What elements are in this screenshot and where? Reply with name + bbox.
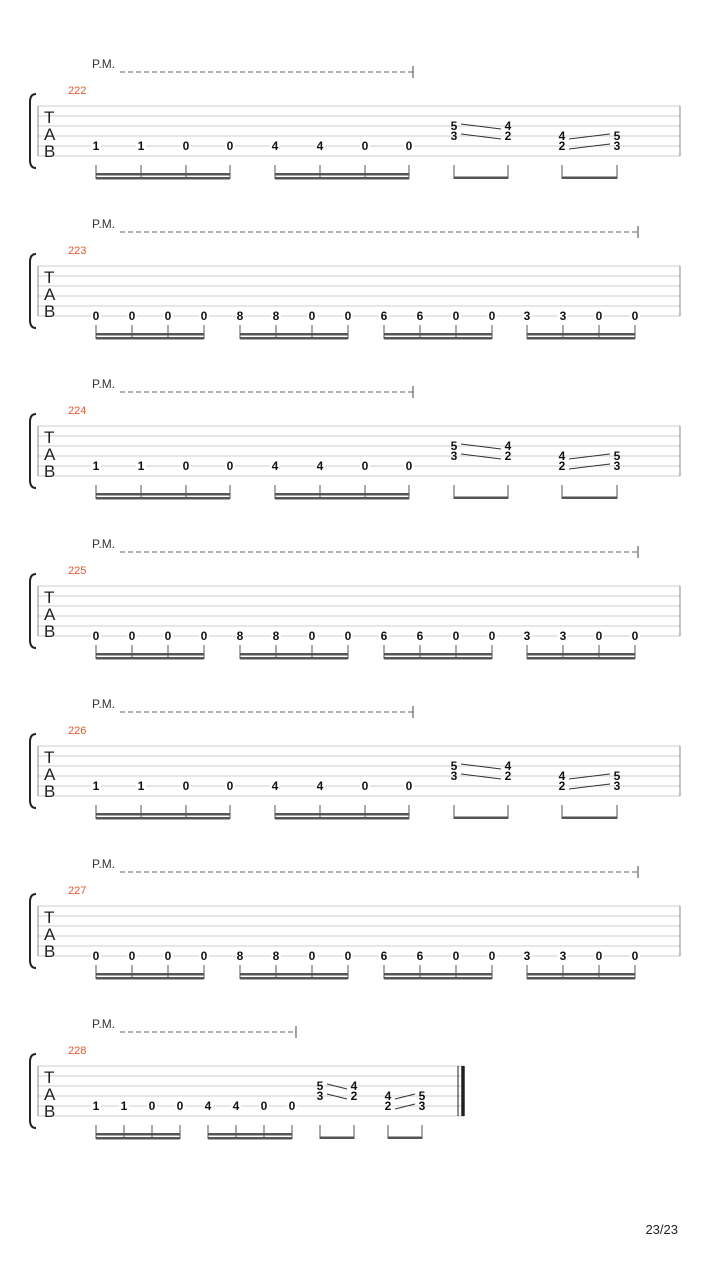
fret-number: 1 xyxy=(92,779,100,793)
tab-clef-letter: T xyxy=(44,268,55,287)
measure-number: 226 xyxy=(68,725,87,737)
tab-clef-letter: A xyxy=(44,605,56,624)
fret-number: 3 xyxy=(523,629,531,643)
fret-number: 5 xyxy=(613,129,621,143)
beam-secondary xyxy=(384,977,492,980)
beam-secondary xyxy=(240,337,348,340)
fret-number: 4 xyxy=(558,129,566,143)
palm-mute-label: P.M. xyxy=(92,377,116,391)
fret-number: 1 xyxy=(92,139,100,153)
fret-number: 3 xyxy=(450,769,458,783)
fret-number: 4 xyxy=(232,1099,240,1113)
beam-primary xyxy=(96,333,204,336)
measure-number: 223 xyxy=(68,245,87,257)
fret-number: 4 xyxy=(558,449,566,463)
tab-clef-letter: A xyxy=(44,925,56,944)
beam-primary xyxy=(384,653,492,656)
fret-number: 0 xyxy=(164,309,172,323)
tab-clef-letter: A xyxy=(44,285,56,304)
fret-number: 0 xyxy=(226,779,234,793)
fret-number: 3 xyxy=(613,459,621,473)
tab-clef-letter: T xyxy=(44,908,55,927)
fret-number: 4 xyxy=(204,1099,212,1113)
fret-number: 1 xyxy=(137,779,145,793)
fret-number: 0 xyxy=(308,949,316,963)
tab-clef-letter: T xyxy=(44,588,55,607)
palm-mute-label: P.M. xyxy=(92,697,116,711)
fret-number: 0 xyxy=(405,459,413,473)
beam-primary xyxy=(384,973,492,976)
fret-number: 5 xyxy=(613,449,621,463)
beam-secondary xyxy=(240,977,348,980)
fret-number: 0 xyxy=(631,949,639,963)
fret-number: 8 xyxy=(236,309,244,323)
beam-secondary xyxy=(240,657,348,660)
beam-secondary xyxy=(275,817,409,820)
fret-number: 0 xyxy=(361,779,369,793)
tab-clef-letter: T xyxy=(44,108,55,127)
palm-mute-label: P.M. xyxy=(92,217,116,231)
beam-secondary xyxy=(384,337,492,340)
beam-primary xyxy=(454,177,508,180)
measure-number: 227 xyxy=(68,885,87,897)
fret-number: 5 xyxy=(418,1089,426,1103)
fret-number: 0 xyxy=(631,309,639,323)
fret-number: 2 xyxy=(504,129,512,143)
fret-number: 3 xyxy=(316,1089,324,1103)
fret-number: 2 xyxy=(504,449,512,463)
fret-number: 1 xyxy=(92,1099,100,1113)
tab-clef-letter: B xyxy=(44,942,56,961)
palm-mute-label: P.M. xyxy=(92,1017,116,1031)
fret-number: 8 xyxy=(236,629,244,643)
tab-clef-letter: B xyxy=(44,302,56,321)
fret-number: 0 xyxy=(308,629,316,643)
fret-number: 0 xyxy=(405,779,413,793)
beam-primary xyxy=(96,973,204,976)
fret-number: 0 xyxy=(344,629,352,643)
beam-secondary xyxy=(96,497,230,500)
fret-number: 3 xyxy=(613,139,621,153)
beam-primary xyxy=(240,333,348,336)
tab-clef-letter: T xyxy=(44,1068,55,1087)
fret-number: 1 xyxy=(137,139,145,153)
fret-number: 4 xyxy=(316,139,324,153)
fret-number: 6 xyxy=(416,629,424,643)
fret-number: 0 xyxy=(128,949,136,963)
fret-number: 4 xyxy=(504,119,512,133)
fret-number: 6 xyxy=(380,949,388,963)
beam-secondary xyxy=(96,977,204,980)
fret-number: 4 xyxy=(504,759,512,773)
measure-number: 224 xyxy=(68,405,87,417)
fret-number: 0 xyxy=(226,459,234,473)
beam-secondary xyxy=(96,657,204,660)
fret-number: 0 xyxy=(176,1099,184,1113)
beam-primary xyxy=(562,817,617,820)
beam-primary xyxy=(96,173,230,176)
beam-primary xyxy=(240,973,348,976)
fret-number: 6 xyxy=(416,949,424,963)
fret-number: 1 xyxy=(92,459,100,473)
beam-primary xyxy=(388,1137,422,1140)
tab-clef-letter: A xyxy=(44,1085,56,1104)
fret-number: 0 xyxy=(164,949,172,963)
system-bracket xyxy=(30,574,36,648)
fret-number: 4 xyxy=(271,779,279,793)
fret-number: 3 xyxy=(559,309,567,323)
beam-primary xyxy=(527,653,635,656)
fret-number: 0 xyxy=(182,139,190,153)
beam-secondary xyxy=(96,817,230,820)
fret-number: 0 xyxy=(200,309,208,323)
fret-number: 4 xyxy=(558,769,566,783)
fret-number: 2 xyxy=(558,139,566,153)
tab-clef-letter: A xyxy=(44,765,56,784)
fret-number: 4 xyxy=(316,459,324,473)
fret-number: 0 xyxy=(344,949,352,963)
palm-mute-label: P.M. xyxy=(92,537,116,551)
fret-number: 0 xyxy=(595,309,603,323)
fret-number: 3 xyxy=(613,779,621,793)
fret-number: 0 xyxy=(164,629,172,643)
fret-number: 3 xyxy=(559,949,567,963)
beam-secondary xyxy=(96,1137,180,1140)
beam-primary xyxy=(96,813,230,816)
fret-number: 0 xyxy=(182,779,190,793)
fret-number: 8 xyxy=(272,309,280,323)
fret-number: 0 xyxy=(452,949,460,963)
tab-clef-letter: T xyxy=(44,428,55,447)
fret-number: 3 xyxy=(559,629,567,643)
fret-number: 0 xyxy=(488,309,496,323)
tab-clef-letter: B xyxy=(44,622,56,641)
beam-secondary xyxy=(384,657,492,660)
beam-primary xyxy=(527,973,635,976)
beam-secondary xyxy=(96,177,230,180)
fret-number: 0 xyxy=(148,1099,156,1113)
beam-secondary xyxy=(527,337,635,340)
beam-primary xyxy=(527,333,635,336)
system-bracket xyxy=(30,254,36,328)
fret-number: 0 xyxy=(361,139,369,153)
fret-number: 0 xyxy=(488,629,496,643)
system-bracket xyxy=(30,894,36,968)
tab-clef-letter: B xyxy=(44,142,56,161)
fret-number: 8 xyxy=(236,949,244,963)
fret-number: 5 xyxy=(316,1079,324,1093)
beam-primary xyxy=(320,1137,354,1140)
fret-number: 2 xyxy=(350,1089,358,1103)
system-bracket xyxy=(30,734,36,808)
measure-number: 222 xyxy=(68,85,87,97)
fret-number: 3 xyxy=(523,949,531,963)
fret-number: 3 xyxy=(450,449,458,463)
beam-secondary xyxy=(96,337,204,340)
fret-number: 2 xyxy=(384,1099,392,1113)
measure-number: 225 xyxy=(68,565,87,577)
beam-secondary xyxy=(275,177,409,180)
fret-number: 4 xyxy=(504,439,512,453)
fret-number: 4 xyxy=(271,459,279,473)
fret-number: 2 xyxy=(558,459,566,473)
tab-clef-letter: A xyxy=(44,445,56,464)
fret-number: 1 xyxy=(120,1099,128,1113)
fret-number: 0 xyxy=(595,949,603,963)
fret-number: 0 xyxy=(200,629,208,643)
fret-number: 0 xyxy=(361,459,369,473)
fret-number: 4 xyxy=(271,139,279,153)
fret-number: 0 xyxy=(182,459,190,473)
tab-clef-letter: T xyxy=(44,748,55,767)
fret-number: 0 xyxy=(260,1099,268,1113)
beam-primary xyxy=(562,177,617,180)
fret-number: 1 xyxy=(137,459,145,473)
fret-number: 0 xyxy=(128,309,136,323)
fret-number: 0 xyxy=(488,949,496,963)
fret-number: 8 xyxy=(272,629,280,643)
fret-number: 0 xyxy=(405,139,413,153)
fret-number: 0 xyxy=(226,139,234,153)
beam-secondary xyxy=(208,1137,292,1140)
palm-mute-label: P.M. xyxy=(92,57,116,71)
beam-secondary xyxy=(527,977,635,980)
fret-number: 0 xyxy=(595,629,603,643)
system-bracket xyxy=(30,94,36,168)
fret-number: 3 xyxy=(450,129,458,143)
fret-number: 0 xyxy=(344,309,352,323)
beam-primary xyxy=(96,653,204,656)
page-number: 23/23 xyxy=(645,1222,678,1237)
beam-primary xyxy=(96,493,230,496)
measure-number: 228 xyxy=(68,1045,87,1057)
beam-primary xyxy=(275,493,409,496)
tab-clef-letter: A xyxy=(44,125,56,144)
tab-clef-letter: B xyxy=(44,462,56,481)
fret-number: 4 xyxy=(316,779,324,793)
fret-number: 5 xyxy=(613,769,621,783)
fret-number: 8 xyxy=(272,949,280,963)
beam-primary xyxy=(384,333,492,336)
beam-primary xyxy=(240,653,348,656)
tab-clef-letter: B xyxy=(44,782,56,801)
system-bracket xyxy=(30,414,36,488)
beam-primary xyxy=(454,817,508,820)
tab-clef-letter: B xyxy=(44,1102,56,1121)
fret-number: 0 xyxy=(92,949,100,963)
beam-primary xyxy=(275,173,409,176)
palm-mute-label: P.M. xyxy=(92,857,116,871)
fret-number: 3 xyxy=(418,1099,426,1113)
fret-number: 0 xyxy=(288,1099,296,1113)
beam-primary xyxy=(96,1133,180,1136)
fret-number: 0 xyxy=(308,309,316,323)
fret-number: 0 xyxy=(128,629,136,643)
fret-number: 0 xyxy=(92,309,100,323)
fret-number: 0 xyxy=(631,629,639,643)
beam-primary xyxy=(454,497,508,500)
beam-primary xyxy=(562,497,617,500)
fret-number: 5 xyxy=(450,759,458,773)
fret-number: 6 xyxy=(380,309,388,323)
system-bracket xyxy=(30,1054,36,1128)
fret-number: 2 xyxy=(504,769,512,783)
fret-number: 0 xyxy=(452,309,460,323)
fret-number: 4 xyxy=(350,1079,358,1093)
beam-secondary xyxy=(275,497,409,500)
fret-number: 6 xyxy=(416,309,424,323)
fret-number: 0 xyxy=(200,949,208,963)
fret-number: 4 xyxy=(384,1089,392,1103)
fret-number: 3 xyxy=(523,309,531,323)
beam-primary xyxy=(208,1133,292,1136)
fret-number: 0 xyxy=(92,629,100,643)
fret-number: 5 xyxy=(450,119,458,133)
beam-primary xyxy=(275,813,409,816)
beam-secondary xyxy=(527,657,635,660)
fret-number: 2 xyxy=(558,779,566,793)
fret-number: 0 xyxy=(452,629,460,643)
fret-number: 5 xyxy=(450,439,458,453)
fret-number: 6 xyxy=(380,629,388,643)
